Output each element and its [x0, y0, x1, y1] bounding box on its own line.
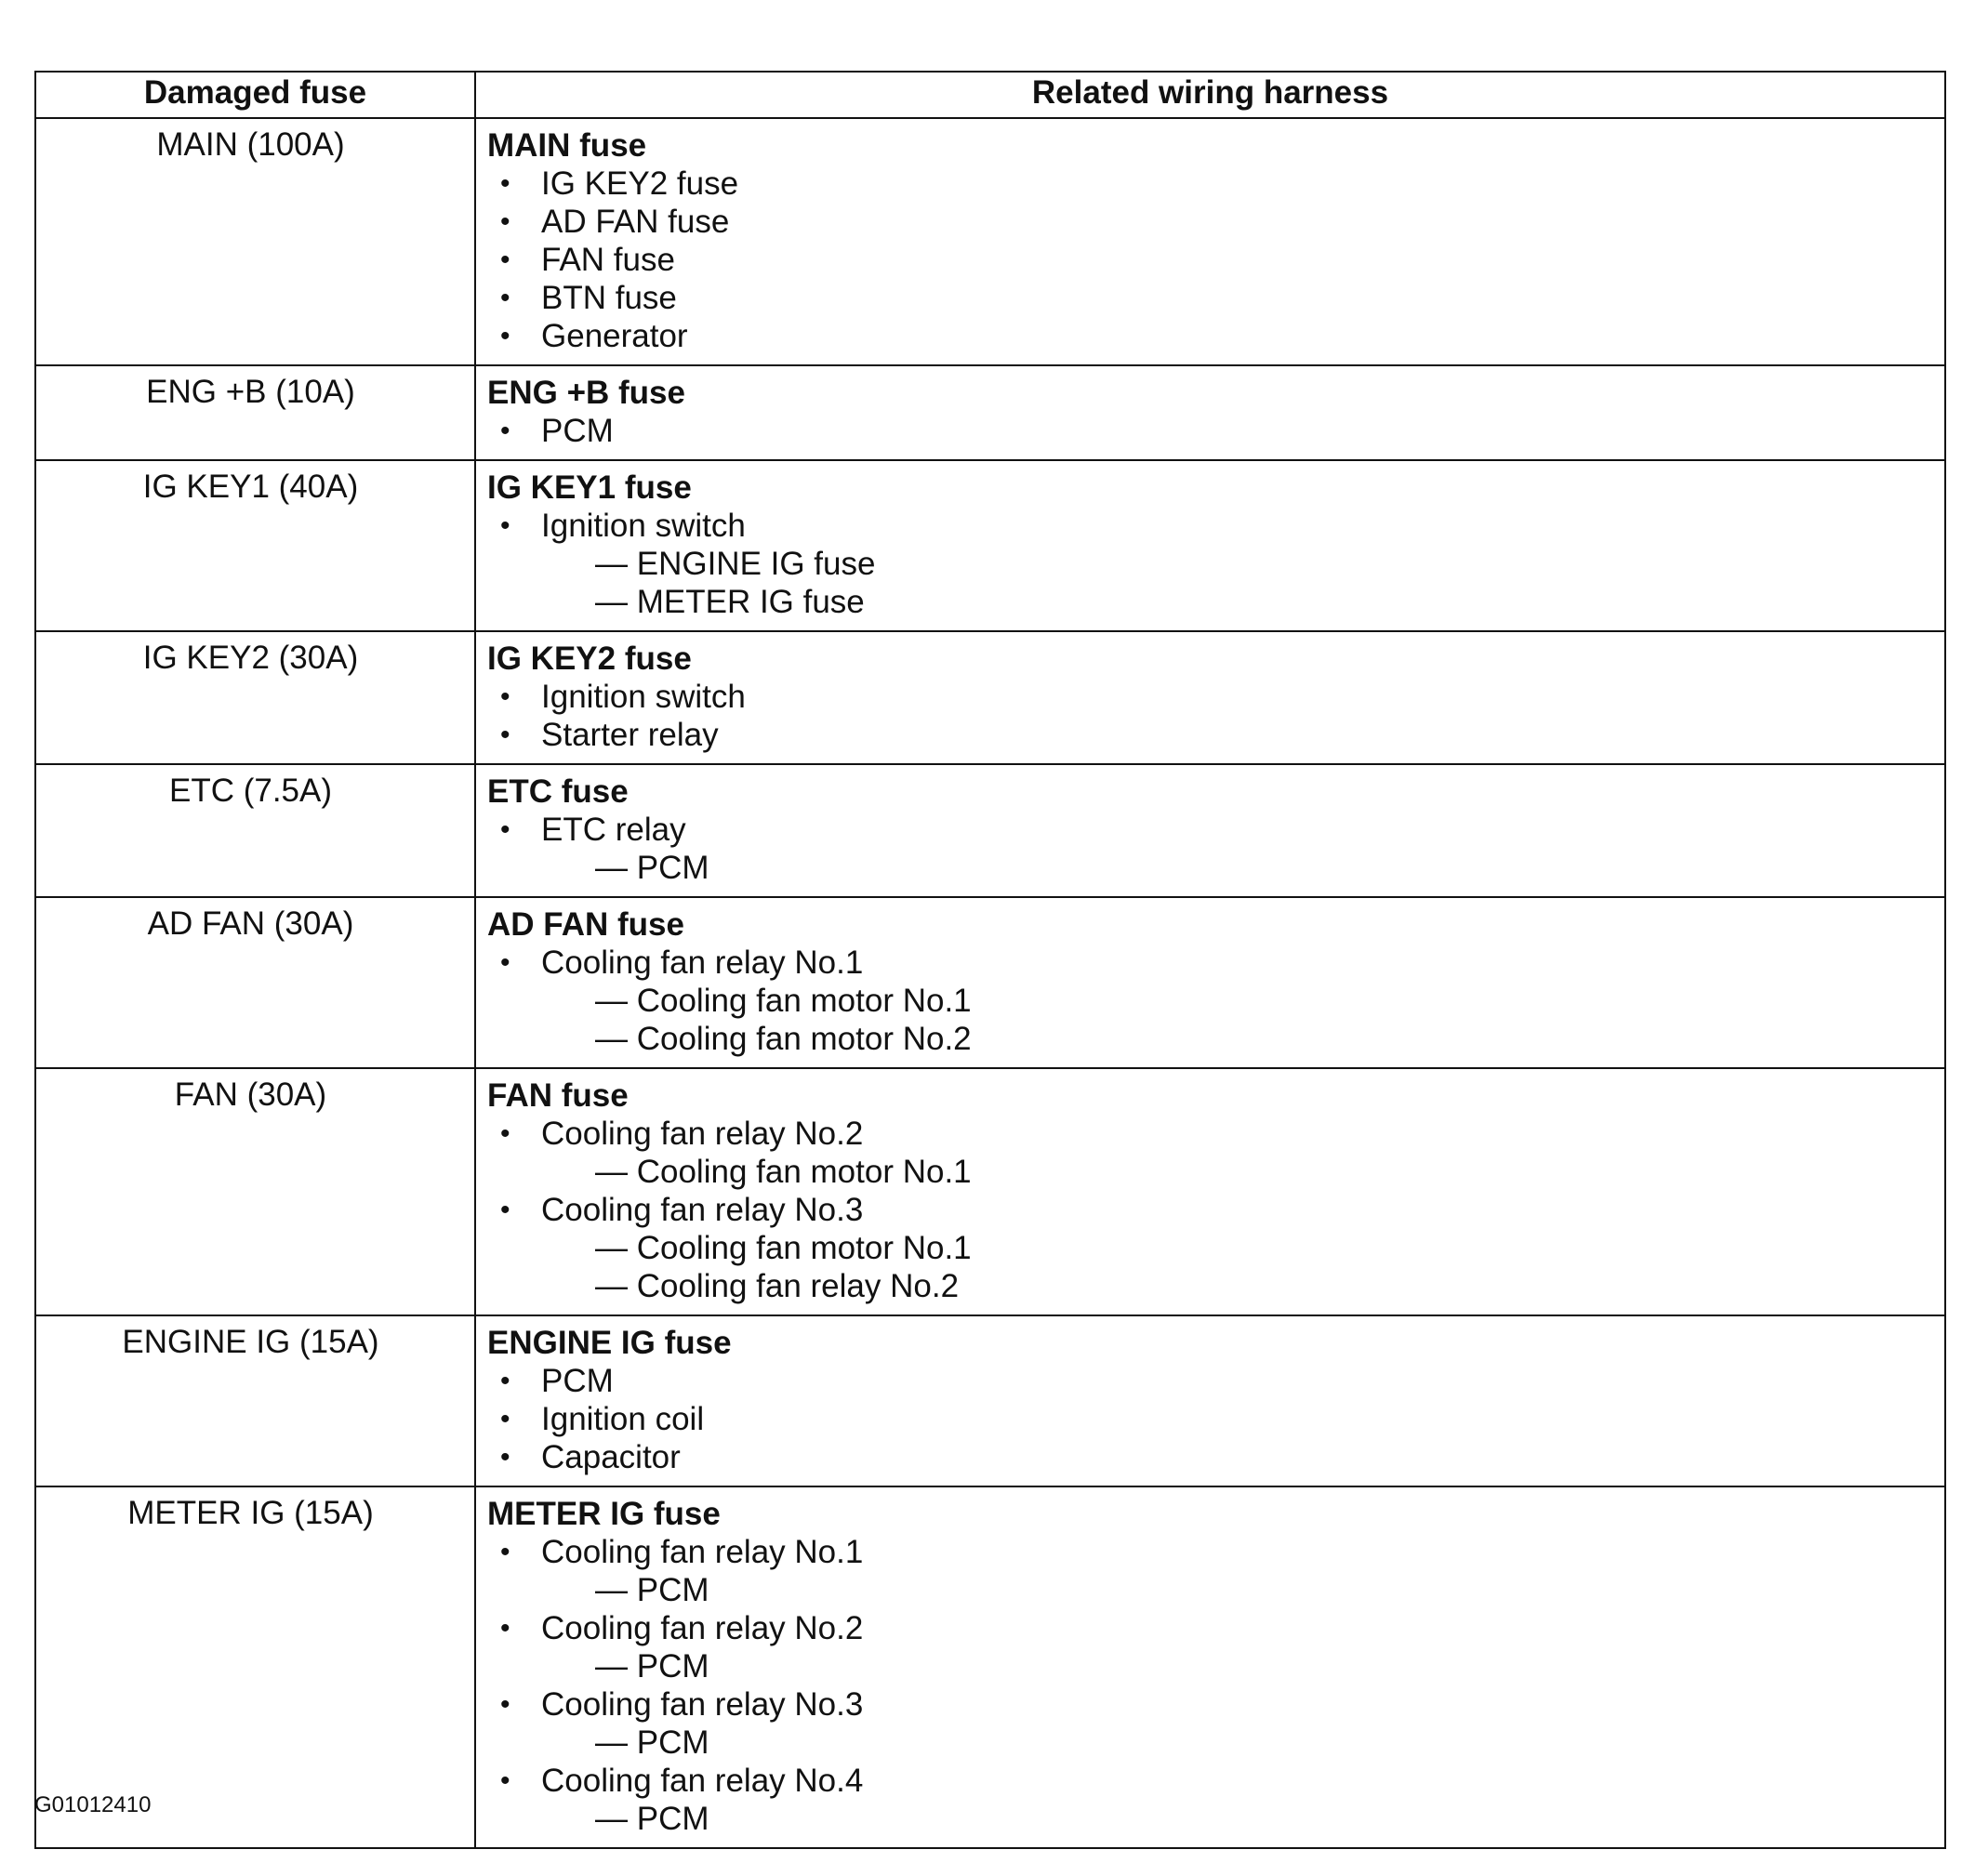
harness-item [487, 811, 1944, 887]
harness-subitem-list [541, 1647, 1944, 1685]
harness-subitem: — PCM [595, 1801, 709, 1837]
harness-subitem: — Cooling fan motor No.1 [595, 983, 972, 1019]
table-row [35, 897, 1945, 1068]
header-row [35, 72, 1945, 118]
header-related-wiring-harness: Related wiring harness [475, 72, 1945, 118]
fuse-table [34, 71, 1946, 1849]
harness-subitem: — ENGINE IG fuse [595, 546, 876, 582]
harness-item [487, 1609, 1944, 1685]
table-body [35, 118, 1945, 1848]
harness-item-list [487, 1115, 1944, 1305]
harness-item-label: Cooling fan relay No.1 [541, 1534, 864, 1570]
related-harness-cell [475, 1315, 1945, 1486]
harness-subitem: — PCM [595, 1648, 709, 1684]
harness-item-label: FAN fuse [541, 242, 675, 278]
harness-item [487, 716, 1944, 754]
harness-item-label: Cooling fan relay No.2 [541, 1610, 864, 1646]
harness-group-title: AD FAN fuse [487, 906, 684, 943]
damaged-fuse-cell: FAN (30A) [35, 1068, 475, 1315]
harness-subitem-list [541, 1800, 1944, 1838]
figure-id-caption: G01012410 [34, 1792, 152, 1817]
harness-item [487, 678, 1944, 716]
harness-item-label: Ignition switch [541, 508, 746, 544]
harness-subitem-list [541, 1571, 1944, 1609]
damaged-fuse-cell: IG KEY2 (30A) [35, 631, 475, 764]
harness-subitem-list [541, 1229, 1944, 1305]
damaged-fuse-cell: IG KEY1 (40A) [35, 460, 475, 631]
harness-subitem: — Cooling fan motor No.2 [595, 1021, 972, 1057]
harness-item [487, 1362, 1944, 1400]
harness-subitem-list [541, 982, 1944, 1058]
harness-item [487, 1115, 1944, 1191]
harness-subitem-list [541, 545, 1944, 621]
harness-item-list [487, 507, 1944, 621]
damaged-fuse-cell: METER IG (15A) [35, 1486, 475, 1848]
harness-item-label: Cooling fan relay No.3 [541, 1192, 864, 1228]
harness-item-label: ETC relay [541, 812, 686, 848]
table-row [35, 1068, 1945, 1315]
harness-item-label: Generator [541, 318, 688, 354]
harness-group-title: IG KEY1 fuse [487, 469, 692, 506]
harness-item-list [487, 1362, 1944, 1476]
table-row [35, 631, 1945, 764]
harness-item [487, 165, 1944, 203]
related-harness-cell [475, 1068, 1945, 1315]
harness-item-label: BTN fuse [541, 280, 677, 316]
harness-item-label: IG KEY2 fuse [541, 165, 739, 202]
harness-subitem: — METER IG fuse [595, 584, 865, 620]
harness-group-title: ENGINE IG fuse [487, 1325, 732, 1361]
harness-item [487, 317, 1944, 355]
harness-item-label: AD FAN fuse [541, 204, 730, 240]
harness-item [487, 944, 1944, 1058]
related-harness-cell [475, 764, 1945, 897]
harness-item-label: PCM [541, 1363, 614, 1399]
harness-subitem-list [541, 1724, 1944, 1762]
header-damaged-fuse: Damaged fuse [35, 72, 475, 118]
harness-item-label: Ignition coil [541, 1401, 705, 1437]
harness-item-label: Cooling fan relay No.2 [541, 1116, 864, 1152]
table-row [35, 365, 1945, 460]
harness-item [487, 1400, 1944, 1438]
harness-item [487, 203, 1944, 241]
harness-subitem: — PCM [595, 1724, 709, 1761]
harness-item-label: Ignition switch [541, 679, 746, 715]
harness-item-label: Capacitor [541, 1439, 681, 1475]
related-harness-cell [475, 460, 1945, 631]
harness-subitem: — PCM [595, 1572, 709, 1608]
harness-item [487, 1762, 1944, 1838]
table-row [35, 460, 1945, 631]
harness-subitem: — Cooling fan motor No.1 [595, 1154, 972, 1190]
harness-group-title: MAIN fuse [487, 127, 647, 164]
harness-group-title: ETC fuse [487, 773, 629, 810]
harness-group-title: FAN fuse [487, 1077, 629, 1114]
harness-subitem: — Cooling fan motor No.1 [595, 1230, 972, 1266]
harness-subitem-list [541, 1153, 1944, 1191]
damaged-fuse-cell: ETC (7.5A) [35, 764, 475, 897]
harness-item-label: PCM [541, 413, 614, 449]
harness-subitem: — PCM [595, 850, 709, 886]
table-row [35, 118, 1945, 365]
damaged-fuse-cell: ENG +B (10A) [35, 365, 475, 460]
harness-group-title: METER IG fuse [487, 1496, 721, 1532]
related-harness-cell [475, 631, 1945, 764]
related-harness-cell [475, 118, 1945, 365]
harness-subitem: — Cooling fan relay No.2 [595, 1268, 960, 1304]
harness-item-list [487, 944, 1944, 1058]
table-row [35, 1486, 1945, 1848]
related-harness-cell [475, 365, 1945, 460]
table-row [35, 1315, 1945, 1486]
damaged-fuse-cell: MAIN (100A) [35, 118, 475, 365]
harness-item-list [487, 1533, 1944, 1838]
harness-item [487, 241, 1944, 279]
harness-item [487, 279, 1944, 317]
harness-item-list [487, 811, 1944, 887]
fuse-table-container [34, 71, 1944, 1849]
damaged-fuse-cell: ENGINE IG (15A) [35, 1315, 475, 1486]
harness-item [487, 1533, 1944, 1609]
harness-item-list [487, 165, 1944, 355]
harness-group-title: ENG +B fuse [487, 375, 685, 411]
damaged-fuse-cell: AD FAN (30A) [35, 897, 475, 1068]
harness-item [487, 507, 1944, 621]
harness-item [487, 1685, 1944, 1762]
harness-item-list [487, 412, 1944, 450]
table-row [35, 764, 1945, 897]
harness-item-label: Cooling fan relay No.4 [541, 1763, 864, 1799]
harness-subitem-list [541, 849, 1944, 887]
harness-item-list [487, 678, 1944, 754]
related-harness-cell [475, 897, 1945, 1068]
related-harness-cell [475, 1486, 1945, 1848]
harness-group-title: IG KEY2 fuse [487, 641, 692, 677]
harness-item-label: Starter relay [541, 717, 719, 753]
harness-item-label: Cooling fan relay No.3 [541, 1686, 864, 1723]
harness-item [487, 1438, 1944, 1476]
harness-item [487, 1191, 1944, 1305]
harness-item [487, 412, 1944, 450]
harness-item-label: Cooling fan relay No.1 [541, 945, 864, 981]
